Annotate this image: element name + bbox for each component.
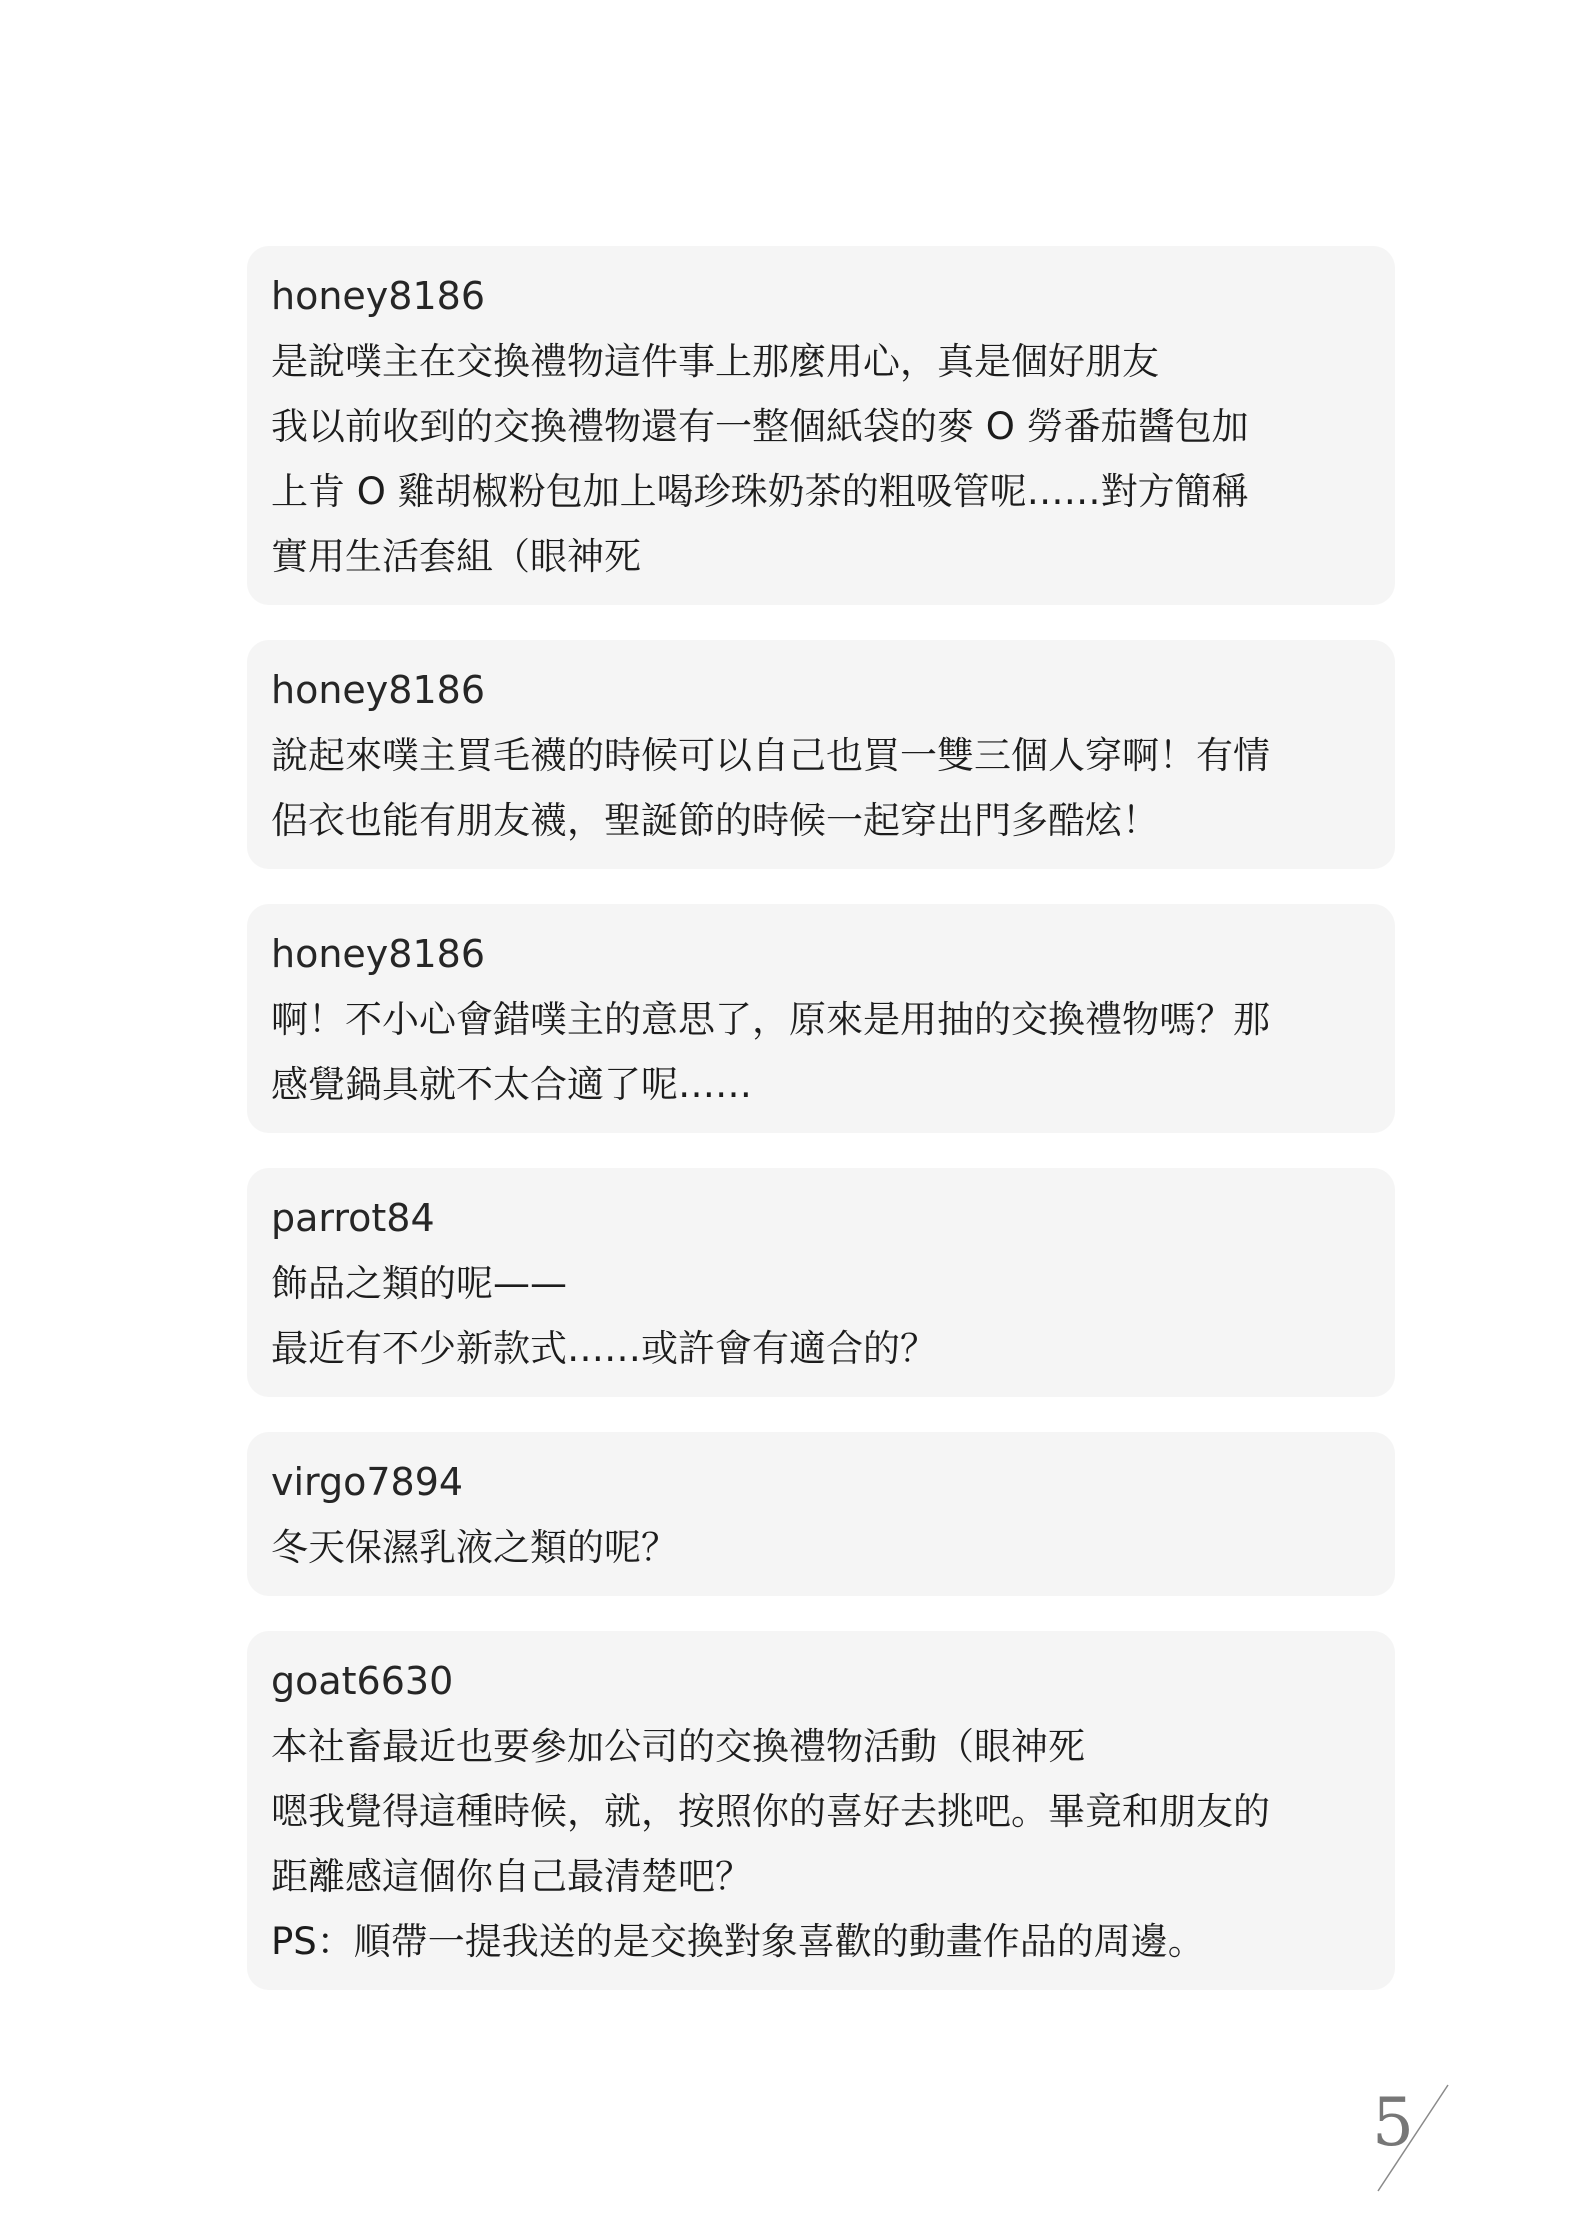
comment-text-line: 實用生活套組（眼神死: [271, 535, 641, 578]
comment-text-line: 感覺鍋具就不太合適了呢……: [271, 1063, 752, 1106]
comment-card: [247, 246, 1395, 605]
comment-username: virgo7894: [271, 1460, 464, 1504]
comment-username: parrot84: [271, 1196, 435, 1240]
page-number-digit: 5: [1372, 2084, 1414, 2161]
comment-text-line: 最近有不少新款式……或許會有適合的？: [271, 1327, 937, 1370]
comment-card: [247, 1168, 1395, 1397]
comment-username: honey8186: [271, 668, 485, 712]
comment-text-line: 距離感這個你自己最清楚吧？: [271, 1855, 752, 1898]
comment-text-line: PS：順帶一提我送的是交換對象喜歡的動畫作品的周邊。: [271, 1920, 1205, 1963]
comment-text-line: 是說噗主在交換禮物這件事上那麼用心，真是個好朋友: [271, 340, 1159, 383]
comment-card: [247, 1631, 1395, 1990]
comment-text-line: 嗯我覺得這種時候，就，按照你的喜好去挑吧。畢竟和朋友的: [271, 1790, 1270, 1833]
comment-text-line: 飾品之類的呢——: [271, 1262, 567, 1305]
comment-text-line: 說起來噗主買毛襪的時候可以自己也買一雙三個人穿啊！有情: [271, 734, 1270, 777]
page-number: [1372, 2083, 1452, 2193]
comment-username: honey8186: [271, 274, 485, 318]
comment-text-line: 上肯 O 雞胡椒粉包加上喝珍珠奶茶的粗吸管呢……對方簡稱: [271, 470, 1249, 513]
comment-list: [247, 246, 1395, 2025]
comment-card: [247, 904, 1395, 1133]
page-number-slash: [1372, 2083, 1452, 2193]
comment-username: honey8186: [271, 932, 485, 976]
comment-card: [247, 640, 1395, 869]
comment-username: goat6630: [271, 1659, 454, 1703]
comment-text-line: 冬天保濕乳液之類的呢？: [271, 1526, 678, 1569]
comment-card: [247, 1432, 1395, 1596]
comment-text-line: 侶衣也能有朋友襪，聖誕節的時候一起穿出門多酷炫！: [271, 799, 1159, 842]
comment-text-line: 本社畜最近也要參加公司的交換禮物活動（眼神死: [271, 1725, 1085, 1768]
comment-text-line: 我以前收到的交換禮物還有一整個紙袋的麥 O 勞番茄醬包加: [271, 405, 1249, 448]
comment-text-line: 啊！不小心會錯噗主的意思了，原來是用抽的交換禮物嗎？那: [271, 998, 1270, 1041]
